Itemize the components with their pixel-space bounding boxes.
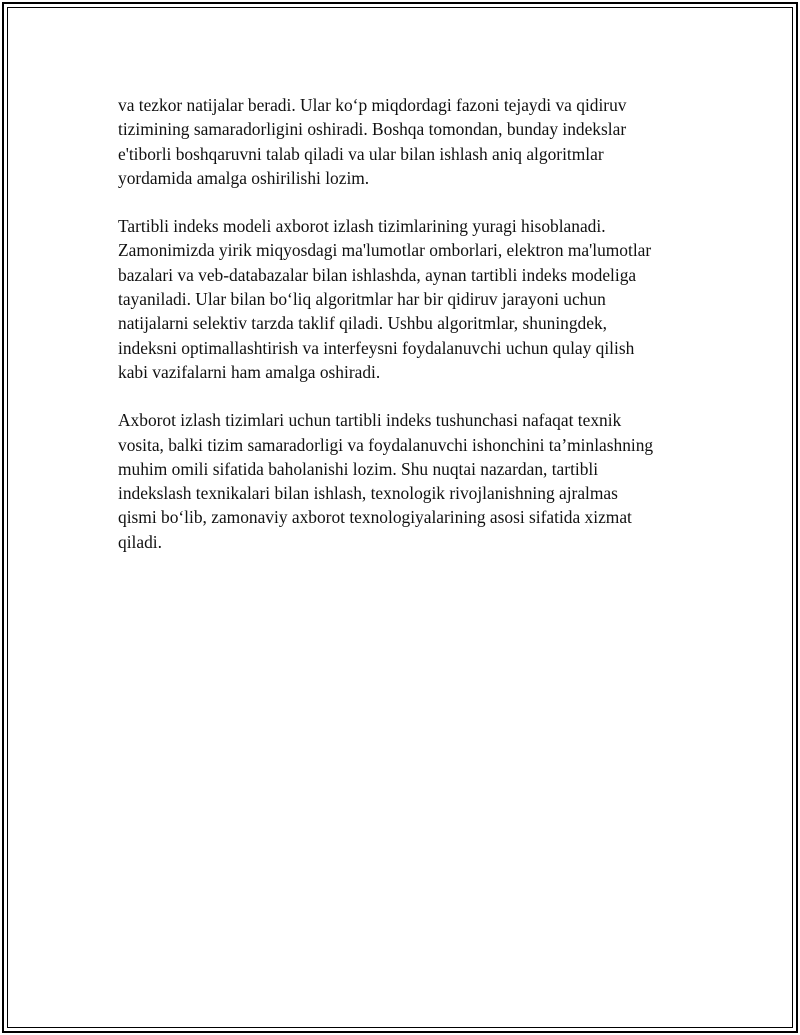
text-line: Zamonimizda yirik miqyosdagi ma'lumotlar omborlari, elektron ma'lumotlar (118, 240, 652, 261)
text-line: vosita, balki tizim samaradorligi va foydalanuvchi ishonchini ta’minlashning (118, 434, 654, 455)
text-line: tizimining samaradorligini oshiradi. Boshqa tomondan, bunday indekslar (118, 119, 627, 140)
text-line: natijalarni selektiv tarzda taklif qiladi. Ushbu algoritmlar, shuningdek, (118, 313, 608, 334)
document-body (118, 93, 708, 578)
text-line: Tartibli indeks modeli axborot izlash tizimlarining yuragi hisoblanadi. (118, 216, 606, 237)
text-line: bazalari va veb-databazalar bilan ishlashda, aynan tartibli indeks modeliga (118, 264, 637, 285)
text-line: indeksni optimallashtirish va interfeysni foydalanuvchi uchun qulay qilish (118, 337, 635, 358)
text-line: tayaniladi. Ular bilan bo‘liq algoritmlar har bir qidiruv jarayoni uchun (118, 289, 606, 310)
paragraph-3 (118, 408, 708, 554)
paragraph-1 (118, 93, 708, 190)
paragraph-2 (118, 214, 708, 384)
text-line: qiladi. (118, 531, 162, 552)
text-line: indekslash texnikalari bilan ishlash, texnologik rivojlanishning ajralmas (118, 483, 618, 504)
text-line: yordamida amalga oshirilishi lozim. (118, 167, 370, 188)
text-line: muhim omili sifatida baholanishi lozim. Shu nuqtai nazardan, tartibli (118, 458, 599, 479)
text-line: kabi vazifalarni ham amalga oshiradi. (118, 361, 381, 382)
text-line: e'tiborli boshqaruvni talab qiladi va ular bilan ishlash aniq algoritmlar (118, 143, 604, 164)
text-line: Axborot izlash tizimlari uchun tartibli indeks tushunchasi nafaqat texnik (118, 410, 622, 431)
text-line: va tezkor natijalar beradi. Ular ko‘p miqdordagi fazoni tejaydi va qidiruv (118, 95, 627, 115)
text-line: qismi bo‘lib, zamonaviy axborot texnologiyalarining asosi sifatida xizmat (118, 507, 632, 528)
